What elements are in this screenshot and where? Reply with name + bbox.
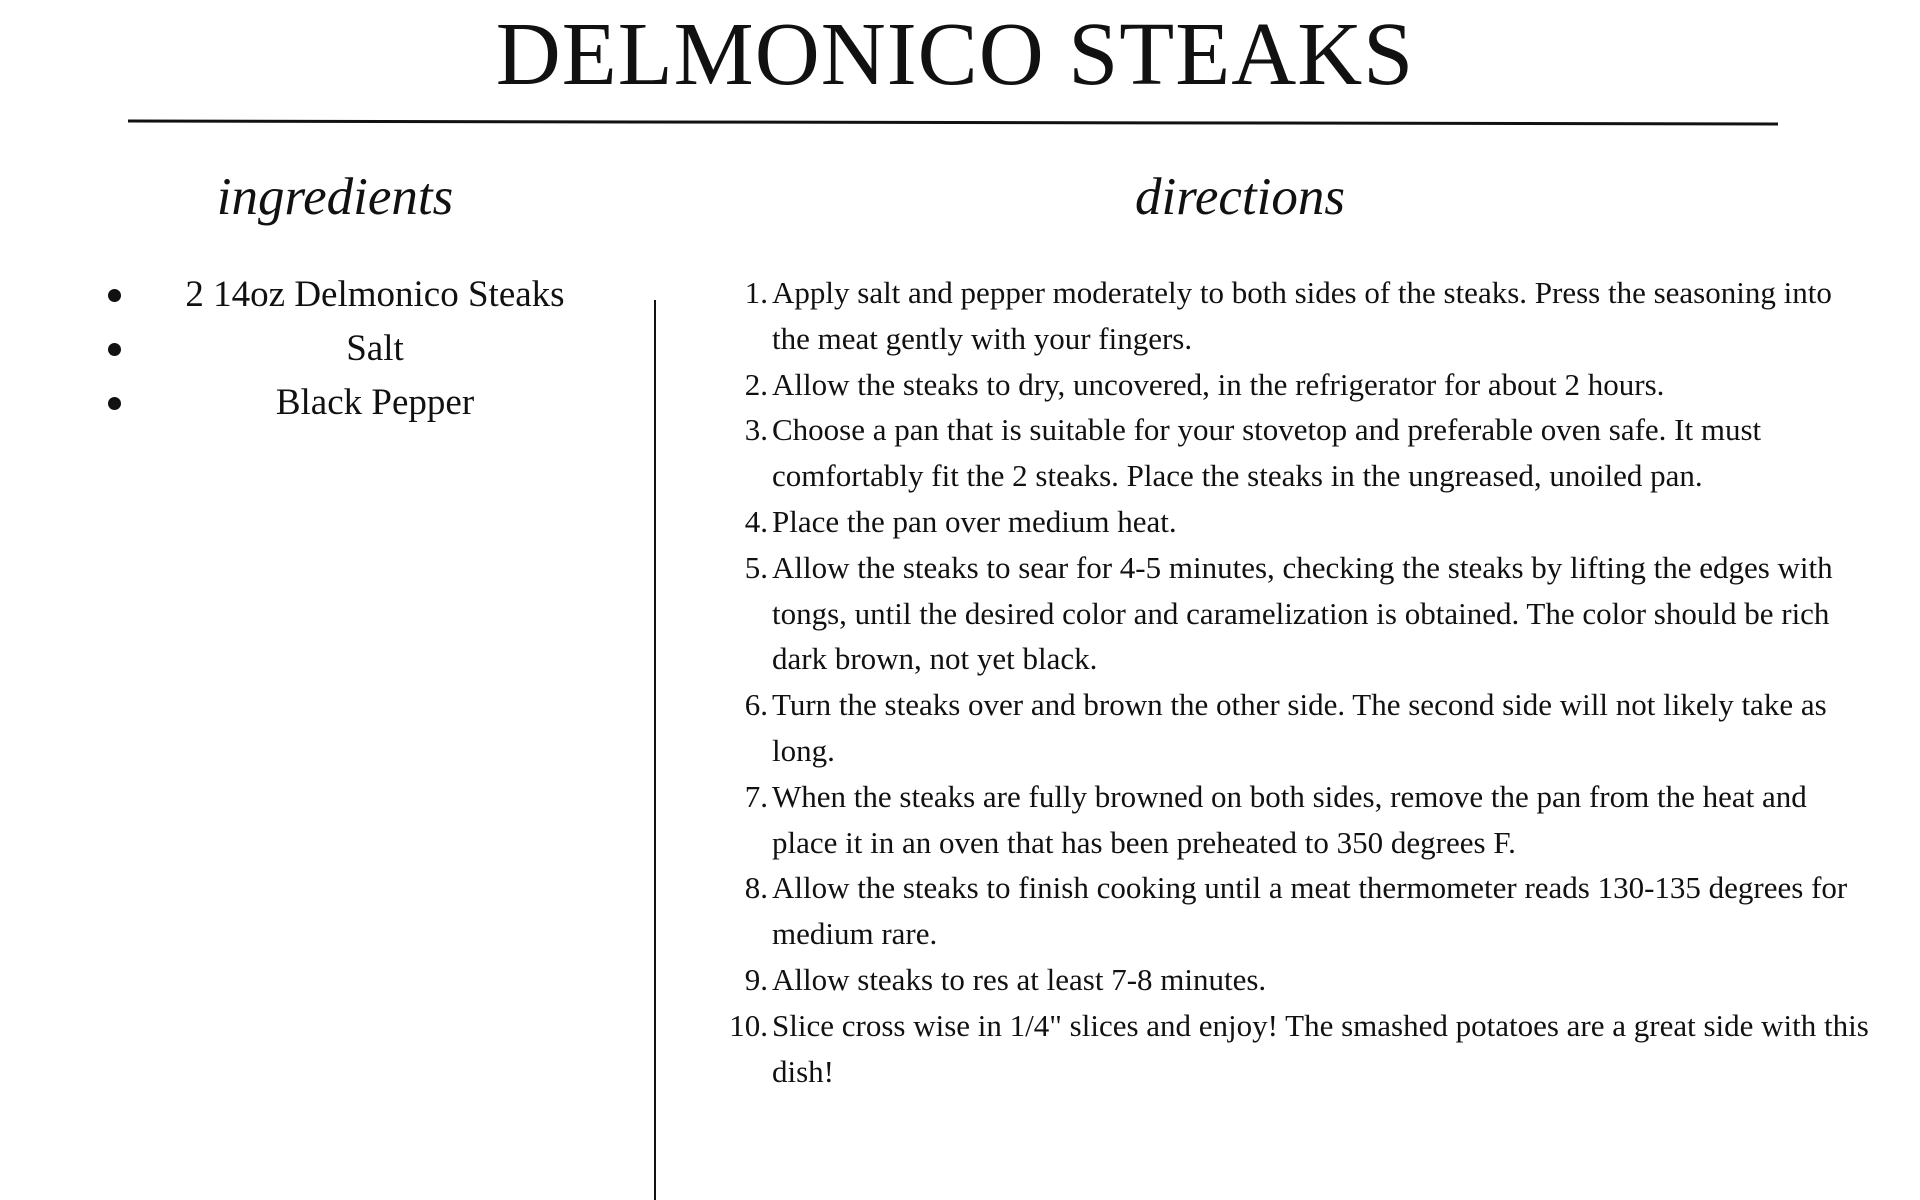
ingredient-item: [100, 376, 640, 430]
step-number: 8.: [744, 870, 768, 906]
ingredient-item: [100, 322, 640, 376]
direction-step: [720, 682, 1870, 774]
bullet-icon: [108, 289, 121, 302]
directions-heading: directions: [1134, 168, 1345, 226]
directions-list: [720, 270, 1870, 1094]
step-number: 5.: [744, 549, 768, 585]
direction-step: [720, 865, 1870, 957]
direction-step: [720, 499, 1870, 545]
step-text: Allow the steaks to sear for 4-5 minutes, checking the steaks by lifting the edges with tongs, until the desired color and caramelization is obtained. The color should be rich dark brown, not yet black.: [772, 549, 1833, 677]
direction-step: [720, 545, 1870, 682]
step-number: 4.: [744, 503, 768, 539]
step-text: Choose a pan that is suitable for your stovetop and preferable oven safe. It must comfortably fit the 2 steaks. Place the steaks in the ungreased, unoiled pan.: [772, 412, 1762, 494]
title-divider: [128, 120, 1778, 126]
step-text: Turn the steaks over and brown the other side. The second side will not likely take as long.: [772, 687, 1827, 768]
step-text: Allow the steaks to dry, uncovered, in the refrigerator for about 2 hours.: [772, 366, 1665, 402]
step-number: 9.: [744, 961, 768, 997]
step-text: When the steaks are fully browned on both sides, remove the pan from the heat and place it in an oven that has been preheated to 350 degrees F.: [772, 778, 1807, 860]
direction-step: [720, 270, 1870, 362]
ingredient-label: 2 14oz Delmonico Steaks: [185, 274, 565, 315]
step-text: Place the pan over medium heat.: [772, 503, 1177, 539]
direction-step: [720, 1003, 1870, 1095]
step-text: Slice cross wise in 1/4" slices and enjoy! The smashed potatoes are a great side with this dish!: [772, 1007, 1869, 1089]
ingredients-list: [100, 268, 640, 430]
ingredient-item: [100, 268, 640, 322]
step-number: 1.: [744, 275, 768, 310]
step-number: 10.: [729, 1007, 768, 1043]
direction-step: [720, 362, 1870, 408]
step-text: Apply salt and pepper moderately to both sides of the steaks. Press the seasoning into the meat gently with your fingers.: [772, 275, 1832, 356]
ingredient-label: Salt: [346, 328, 404, 369]
step-number: 3.: [744, 412, 768, 448]
step-number: 2.: [744, 366, 768, 402]
step-number: 6.: [744, 687, 768, 723]
page-title: DELMONICO STEAKS: [495, 5, 1415, 104]
bullet-icon: [108, 397, 121, 410]
direction-step: [720, 957, 1870, 1003]
step-text: Allow steaks to res at least 7-8 minutes.: [772, 961, 1267, 997]
step-text: Allow the steaks to finish cooking until a meat thermometer reads 130-135 degrees for medium rare.: [772, 870, 1848, 952]
column-divider: [654, 300, 656, 1200]
direction-step: [720, 774, 1870, 866]
ingredients-heading: ingredients: [216, 168, 454, 226]
step-number: 7.: [744, 778, 768, 814]
ingredient-label: Black Pepper: [275, 382, 475, 423]
bullet-icon: [108, 343, 121, 356]
direction-step: [720, 407, 1870, 499]
